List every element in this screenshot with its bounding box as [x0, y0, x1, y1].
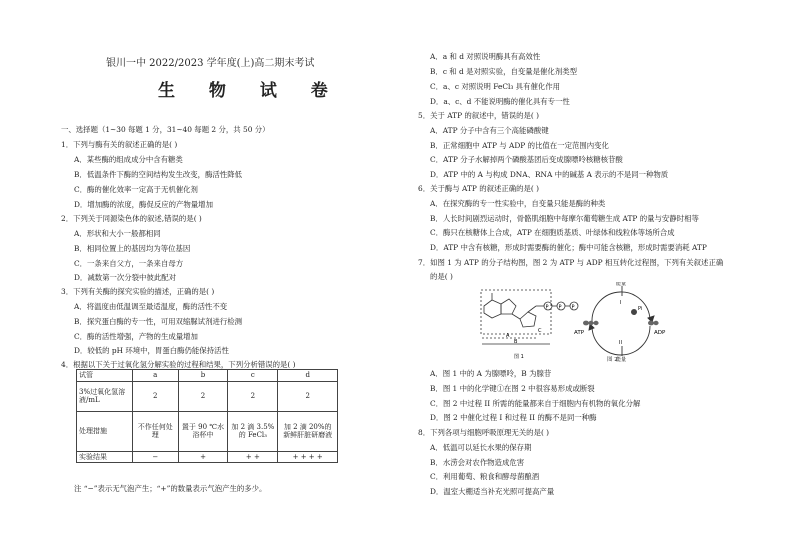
imidazole-ring-shape	[501, 299, 516, 314]
q6-stem: 6．关于酶与 ATP 的叙述正确的是( )	[418, 184, 540, 193]
table-row	[77, 370, 338, 382]
q8-option-a: A．低温可以延长水果的保存期	[430, 443, 532, 452]
energy-label-bottom: 能量	[616, 357, 627, 362]
q6-option-a: A．在探究酶的专一性实验中，自变量只能是酶的种类	[430, 199, 606, 208]
q7-option-b: B．图 1 中的化学键①在图 2 中很容易形成或断裂	[430, 384, 595, 393]
q2-option-b: B．相同位置上的基因均为等位基因	[74, 244, 191, 253]
table-cell: 试管	[77, 370, 133, 382]
q2-option-d: D．减数第一次分裂中彼此配对	[74, 273, 177, 282]
table-cell: + +	[228, 451, 278, 463]
table-cell: 2	[132, 381, 178, 411]
q4-option-c: C．a、c 对照说明 FeCl₃ 具有催化作用	[430, 82, 561, 91]
q4-option-d: D．a、c、d 不能说明酶的催化具有专一性	[430, 97, 570, 106]
table-cell: 实验结果	[77, 451, 133, 463]
table-cell: d	[278, 370, 338, 382]
q5-option-a: A．ATP 分子中含有三个高能磷酸键	[430, 126, 549, 135]
q7-option-a: A．图 1 中的 A 为腺嘌呤，B 为腺苷	[430, 369, 552, 378]
q7-option-c: C．图 2 中过程 II 所需的能量都来自于细胞内有机物的氧化分解	[430, 399, 641, 408]
phosphate-label-1: P	[545, 304, 549, 311]
paper-title: 生 物 试 卷	[158, 81, 342, 101]
atp-label: ATP	[574, 330, 585, 336]
q4-option-b: B．c 和 d 是对照实验，自变量是催化剂类型	[430, 67, 577, 76]
q5-option-b: B．正常细胞中 ATP 与 ADP 的比值在一定范围内变化	[430, 141, 609, 150]
q1-stem: 1．下列与酶有关的叙述正确的是( )	[61, 140, 178, 149]
table-cell: 2	[278, 381, 338, 411]
energy-label-top: 能量	[616, 282, 627, 287]
q8-stem: 8．下列各项与细胞呼吸原理无关的是( )	[418, 428, 550, 437]
pi-dot	[631, 309, 637, 315]
school-exam-header: 银川一中 2022/2023 学年度(上)高二期末考试	[106, 58, 315, 69]
q1-option-d: D．增加酶的浓度，酶促反应的产物量增加	[74, 200, 213, 209]
label-a-marker: A	[506, 333, 510, 339]
atp-adp-cycle-figure	[572, 282, 672, 362]
q7-stem: 7．如图 1 为 ATP 的分子结构图，图 2 为 ATP 与 ADP 相互转化过程图，下列有关叙述正确	[418, 258, 724, 267]
adp-label: ADP	[654, 330, 666, 336]
table-cell: b	[178, 370, 228, 382]
table-cell: 加 2 滴 3.5%的 FeCl₃	[228, 411, 278, 451]
section-heading: 一、选择题（1~30 每题 1 分，31~40 每题 2 分，共 50 分）	[61, 125, 270, 134]
table-cell: 2	[228, 381, 278, 411]
table-cell: 不作任何处理	[132, 411, 178, 451]
q3-option-a: A．将温度由低温调至最适温度，酶的活性不变	[74, 302, 228, 311]
adp-bead-1	[648, 321, 654, 326]
table-cell: 置于 90 ℃水浴杯中	[178, 411, 228, 451]
q3-option-d: D．较低的 pH 环境中，胃蛋白酶仍能保持活性	[74, 346, 229, 355]
q4-option-a: A．a 和 d 对照说明酶具有高效性	[430, 52, 541, 61]
table-row	[77, 411, 338, 451]
q8-option-b: B．水涝会对农作物造成危害	[430, 458, 525, 467]
table-row	[77, 381, 338, 411]
table-cell: 加 2 滴 20%的新鲜肝脏研磨液	[278, 411, 338, 451]
q1-option-a: A．某些酶的组成成分中含有糖类	[74, 155, 183, 164]
q5-stem: 5．关于 ATP 的叙述中，错误的是( )	[418, 111, 540, 120]
q7-stem-continued: 的是( )	[430, 272, 453, 281]
q6-option-c: C．酶只在核糖体上合成，ATP 在细胞质基质、叶绿体和线粒体等场所合成	[430, 228, 675, 237]
q8-option-c: C．利用葡萄、粮食和酵母菌酿酒	[430, 472, 540, 481]
q2-option-a: A．形状和大小一般都相同	[74, 229, 161, 238]
q4-table-note: 注 “−”表示无气泡产生；“+”的数量表示气泡产生的多少。	[74, 484, 267, 493]
q7-option-d: D．图 2 中催化过程 I 和过程 II 的酶不是同一种酶	[430, 413, 597, 422]
q5-option-c: C．ATP 分子水解掉两个磷酸基团后变成腺嘌呤核糖核苷酸	[430, 155, 623, 164]
q4-experiment-table	[76, 369, 338, 463]
table-cell: c	[228, 370, 278, 382]
phosphate-label-3: P	[571, 304, 575, 311]
q3-stem: 3．下列有关酶的探究实验的描述，正确的是( )	[61, 287, 215, 296]
q8-option-d: D．温室大棚适当补充光照可提高产量	[430, 487, 555, 496]
table-cell: 3%过氧化氢溶液/mL	[77, 381, 133, 411]
atp-bead-3	[593, 321, 598, 325]
table-row	[77, 451, 338, 463]
phosphate-label-2: P	[558, 304, 562, 311]
table-cell: a	[132, 370, 178, 382]
pi-label: Pi	[638, 306, 643, 312]
table-cell: 处理措施	[77, 411, 133, 451]
q3-option-c: C．酶的活性增强，产物的生成量增加	[74, 332, 198, 341]
table-cell: +	[178, 451, 228, 463]
q2-stem: 2．下列关于同源染色体的叙述,错误的是( )	[61, 214, 202, 223]
q1-option-b: B．低温条件下酶的空间结构发生改变，酶活性降低	[74, 170, 243, 179]
process-ii-label: II	[619, 340, 622, 346]
q4-stem: 4．根据以下关于过氧化氢分解实验的过程和结果，下列分析错误的是( )	[61, 360, 296, 369]
table-cell: −	[132, 451, 178, 463]
label-c-marker: C	[538, 328, 542, 334]
q6-option-d: D．ATP 中含有核糖，形成时需要酶的催化；酶中可能含核糖，形成时需要消耗 ATP	[430, 243, 707, 252]
q5-option-d: D．ATP 中的 A 与构成 DNA、RNA 中的碱基 A 表示的不是同一种物质	[430, 170, 669, 179]
table-cell: 2	[178, 381, 228, 411]
q1-option-c: C．酶的催化效率一定高于无机催化剂	[74, 185, 198, 194]
q3-option-b: B．探究蛋白酶的专一性，可用双缩脲试剂进行检测	[74, 317, 243, 326]
atp-bead-1	[583, 321, 589, 326]
purine-ring-shape	[484, 300, 501, 318]
adp-bead-2	[653, 321, 658, 325]
label-b-marker: B	[514, 339, 518, 345]
q6-option-b: B．人长时间剧烈运动时，骨骼肌细胞中每摩尔葡萄糖生成 ATP 的量与安静时相等	[430, 214, 699, 223]
q2-option-c: C．一条来自父方，一条来自母方	[74, 259, 184, 268]
figure1-caption: 图 1	[514, 354, 524, 360]
atp-bead-2	[588, 321, 593, 325]
table-cell: + + + +	[278, 451, 338, 463]
process-i-label: I	[620, 300, 622, 306]
ribose-ring-shape	[520, 312, 536, 327]
figure2-caption: 图 2	[607, 357, 618, 363]
